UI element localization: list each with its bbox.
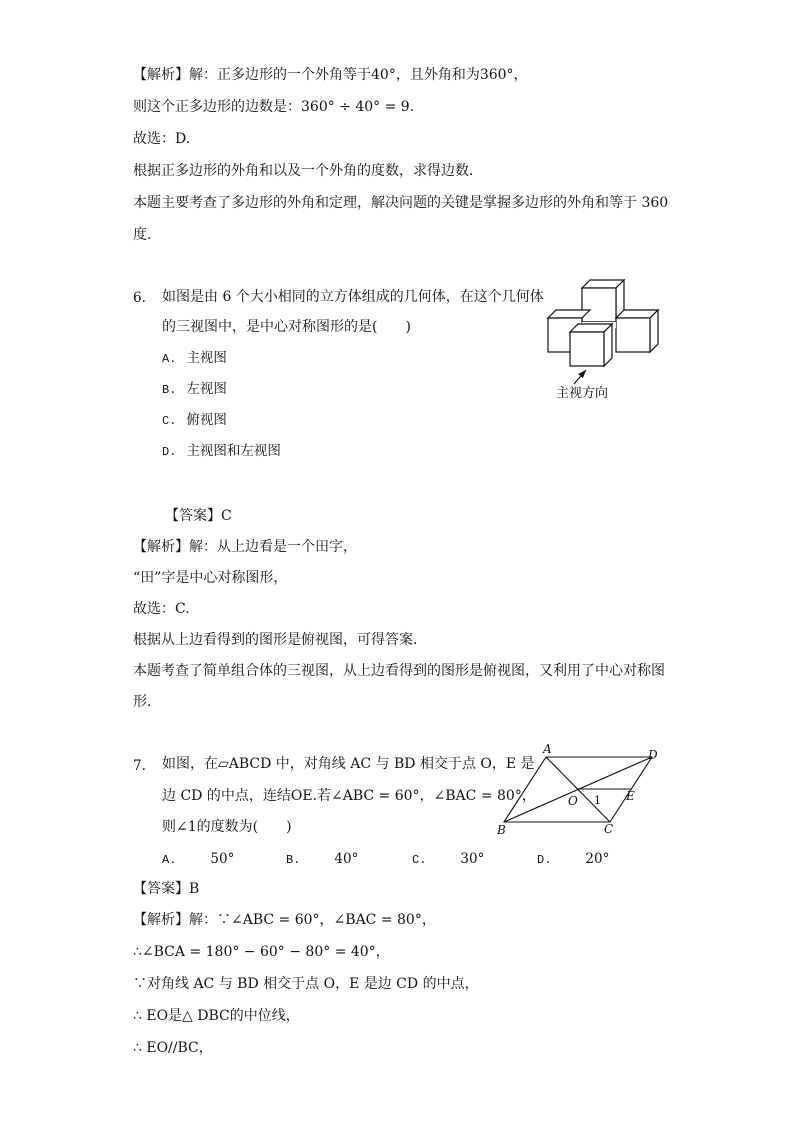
q7-stem-2: 边 CD 的中点，连结OE.若∠ABC = 60°，∠BAC = 80°， bbox=[162, 788, 536, 804]
q6-stem-1: 如图是由 6 个大小相同的立方体组成的几何体，在这个几何体 bbox=[162, 289, 544, 305]
label-a: A bbox=[543, 742, 552, 756]
label-angle-1: 1 bbox=[594, 794, 601, 807]
q6-option-c bbox=[162, 411, 227, 430]
sec5-line-6: 度． bbox=[133, 227, 161, 243]
q6-analysis-5: 本题考查了简单组合体的三视图，从上边看得到的图形是俯视图，又利用了中心对称图 bbox=[133, 663, 665, 679]
q6-option-d-letter: D. bbox=[162, 445, 177, 459]
label-c: C bbox=[604, 822, 614, 836]
q6-analysis-3: 故选：C. bbox=[133, 601, 190, 617]
q6-option-a bbox=[162, 349, 227, 368]
cube-front-side bbox=[604, 324, 612, 366]
sec5-line-4: 根据正多边形的外角和以及一个外角的度数，求得边数． bbox=[133, 163, 483, 179]
q7-option-c-text: 30° bbox=[460, 851, 485, 867]
label-o: O bbox=[568, 794, 578, 808]
q6-analysis-6: 形． bbox=[133, 694, 161, 710]
label-d: D bbox=[648, 748, 658, 762]
label-b: B bbox=[497, 823, 506, 837]
q6-option-b-letter: B. bbox=[162, 383, 177, 397]
q7-number: 7. bbox=[133, 758, 146, 774]
q7-analysis-3: ∵对角线 AC 与 BD 相交于点 O，E 是边 CD 的中点， bbox=[133, 976, 479, 992]
sec5-line-5: 本题主要考查了多边形的外角和定理，解决问题的关键是掌握多边形的外角和等于 360 bbox=[133, 195, 669, 211]
q7-option-d-text: 20° bbox=[585, 851, 610, 867]
q6-answer: 【答案】C bbox=[165, 508, 232, 524]
q6-number: 6. bbox=[133, 290, 146, 306]
q7-stem-1: 如图，在▱ABCD 中，对角线 AC 与 BD 相交于点 O，E 是 bbox=[162, 756, 535, 772]
view-arrow-head bbox=[578, 370, 586, 378]
q7-option-b bbox=[286, 850, 358, 869]
q6-analysis-4: 根据从上边看得到的图形是俯视图，可得答案． bbox=[133, 632, 427, 648]
q7-stem-3: 则∠1的度数为( ) bbox=[162, 819, 292, 835]
q7-parallelogram-figure bbox=[492, 742, 672, 838]
q6-option-a-text: 主视图 bbox=[186, 350, 227, 366]
label-e: E bbox=[626, 789, 635, 803]
cube-top-front bbox=[582, 288, 616, 322]
q6-option-b-text: 左视图 bbox=[186, 381, 227, 397]
sec5-line-2: 则这个正多边形的边数是：360° ÷ 40° = 9． bbox=[133, 99, 424, 115]
q6-analysis-1: 【解析】解：从上边看是一个田字， bbox=[133, 539, 357, 555]
cube-right-front bbox=[616, 318, 650, 352]
q6-figure-label: 主视方向 bbox=[556, 386, 609, 401]
q7-analysis-2: ∴∠BCA = 180° − 60° − 80° = 40°， bbox=[133, 944, 390, 960]
q6-option-d-text: 主视图和左视图 bbox=[186, 443, 281, 459]
q6-analysis-2: “田”字是中心对称图形， bbox=[133, 570, 288, 586]
sec5-line-3: 故选：D. bbox=[133, 131, 191, 147]
q6-option-b bbox=[162, 380, 227, 399]
q6-stem-2: 的三视图中，是中心对称图形的是( ) bbox=[162, 319, 411, 335]
q7-option-a-letter: A. bbox=[162, 853, 177, 867]
q6-option-c-text: 俯视图 bbox=[186, 412, 227, 428]
sec5-line-1: 【解析】解：正多边形的一个外角等于40°，且外角和为360°， bbox=[133, 67, 528, 83]
q7-analysis-1: 【解析】解：∵∠ABC = 60°，∠BAC = 80°， bbox=[133, 912, 436, 928]
q6-cube-figure bbox=[540, 278, 670, 408]
q6-option-d bbox=[162, 442, 281, 461]
q7-analysis-4: ∴ EO是△ DBC的中位线， bbox=[133, 1008, 300, 1024]
cube-right-side bbox=[650, 310, 658, 352]
q7-option-d bbox=[537, 850, 609, 869]
q7-option-c-letter: C. bbox=[412, 853, 427, 867]
q7-answer: 【答案】B bbox=[133, 881, 200, 897]
q6-option-c-letter: C. bbox=[162, 414, 177, 428]
q7-option-d-letter: D. bbox=[537, 853, 552, 867]
cube-front-front bbox=[570, 332, 604, 366]
q7-option-a bbox=[162, 850, 234, 869]
q6-option-a-letter: A. bbox=[162, 352, 177, 366]
q7-option-b-letter: B. bbox=[286, 853, 301, 867]
q7-option-a-text: 50° bbox=[210, 851, 235, 867]
q7-option-b-text: 40° bbox=[334, 851, 359, 867]
q7-option-c bbox=[412, 850, 484, 869]
cube-left-top bbox=[548, 310, 590, 318]
q7-analysis-5: ∴ EO//BC， bbox=[133, 1040, 213, 1056]
